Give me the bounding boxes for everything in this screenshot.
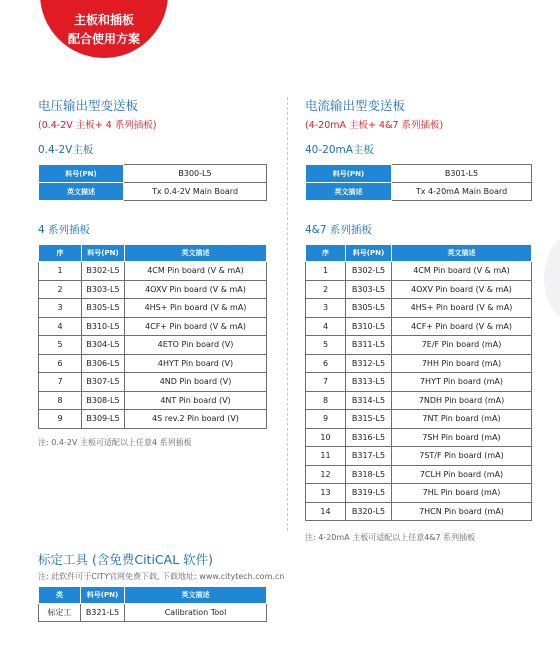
table-row [306,262,532,281]
table-row [39,165,267,183]
table-cell: B318-L5 [346,465,392,484]
table-cell: B317-L5 [346,447,392,466]
column-header: 料号(PN) [82,245,125,262]
table-row [39,410,267,429]
table-cell: B301-L5 [392,165,532,183]
table-row [306,183,532,201]
table-cell: 5 [39,336,82,355]
table-cell: 2 [39,280,82,299]
left-note: 注: 0.4-2V 主板可适配以上任意4 系列插板 [38,438,192,447]
table-row [306,465,532,484]
table-row [39,183,267,201]
table-cell: 7CLH Pin board (mA) [392,465,532,484]
table-row-label: 料号(PN) [39,165,124,183]
table-cell: 4CF+ Pin board (V & mA) [392,317,532,336]
calibration-title: 标定工具 (含免费CitiCAL 软件) [38,552,214,567]
table-cell: 7 [39,373,82,392]
table-cell: 7NDH Pin board (mA) [392,391,532,410]
table-row [306,299,532,318]
table-cell: 7HL Pin board (mA) [392,484,532,503]
table-row [39,354,267,373]
left-section-subtitle: (0.4-2V 主板+ 4 系列插板) [38,120,157,131]
column-header: 英文描述 [125,587,267,604]
table-cell: 5 [306,336,346,355]
table-cell: B303-L5 [82,280,125,299]
table-cell: B305-L5 [346,299,392,318]
table-row [306,336,532,355]
table-cell: 11 [306,447,346,466]
table-cell: 3 [39,299,82,318]
table-cell: 7HCN Pin board (mA) [392,502,532,521]
table-cell: 4HS+ Pin board (V & mA) [125,299,267,318]
right-note: 注: 4-20mA 主板可适配以上任意4&7 系列插板 [305,533,476,542]
table-cell: B304-L5 [82,336,125,355]
table-cell: 8 [306,391,346,410]
table-cell: B316-L5 [346,428,392,447]
table-header-row [39,245,267,262]
table-cell: 7 [306,373,346,392]
table-cell: 3 [306,299,346,318]
left-main-board-heading: 0.4-2V主板 [38,144,94,156]
table-row-label: 英文描述 [39,183,124,201]
table-cell: B310-L5 [82,317,125,336]
table-row [39,299,267,318]
table-cell: 6 [39,354,82,373]
table-cell: B314-L5 [346,391,392,410]
table-cell: 4S rev.2 Pin board (V) [125,410,267,429]
table-row [306,502,532,521]
table-cell: B305-L5 [82,299,125,318]
table-row [39,391,267,410]
table-cell: B313-L5 [346,373,392,392]
table-cell: Tx 4-20mA Main Board [392,183,532,201]
table-cell: B307-L5 [82,373,125,392]
column-header: 料号(PN) [346,245,392,262]
right-main-board-table [305,164,532,201]
table-cell: B310-L5 [346,317,392,336]
table-row [39,262,267,281]
table-row [306,165,532,183]
table-row [306,391,532,410]
table-cell: B300-L5 [124,165,267,183]
table-cell: 4CM Pin board (V & mA) [392,262,532,281]
column-header: 序 [39,245,82,262]
right-section-subtitle: (4-20mA 主板+ 4&7 系列插板) [305,120,444,131]
table-cell: B309-L5 [82,410,125,429]
column-header: 料号(PN) [81,587,125,604]
column-divider [287,97,288,531]
left-section-title: 电压输出型变送板 [38,98,139,113]
table-cell: 4OXV Pin board (V & mA) [125,280,267,299]
table-cell: 10 [306,428,346,447]
table-cell: 4HS+ Pin board (V & mA) [392,299,532,318]
table-row-label: 英文描述 [306,183,392,201]
table-row [306,280,532,299]
table-cell: B302-L5 [346,262,392,281]
table-row [39,604,267,622]
table-header-row [306,245,532,262]
table-cell: 13 [306,484,346,503]
table-cell: B321-L5 [81,604,125,622]
table-cell: 4ETO Pin board (V) [125,336,267,355]
table-cell: 4 [306,317,346,336]
table-cell: 7HYT Pin board (mA) [392,373,532,392]
table-cell: 7HH Pin board (mA) [392,354,532,373]
table-cell: 7SH Pin board (mA) [392,428,532,447]
table-cell: 2 [306,280,346,299]
column-header: 序 [306,245,346,262]
table-row [39,317,267,336]
right-pin-board-heading: 4&7 系列插板 [305,224,372,236]
left-pin-board-heading: 4 系列插板 [38,224,91,236]
right-section-title: 电流输出型变送板 [305,98,406,113]
table-row [306,373,532,392]
table-cell: Calibration Tool [125,604,267,622]
table-cell: B320-L5 [346,502,392,521]
table-row [306,317,532,336]
table-cell: B319-L5 [346,484,392,503]
table-header-row [39,587,267,604]
table-row [306,484,532,503]
table-cell: 9 [306,410,346,429]
table-cell: 14 [306,502,346,521]
table-cell: B303-L5 [346,280,392,299]
table-cell: 7E/F Pin board (mA) [392,336,532,355]
calibration-table [38,586,267,622]
column-header: 英文描述 [125,245,267,262]
table-cell: 8 [39,391,82,410]
table-cell: B311-L5 [346,336,392,355]
table-row [306,447,532,466]
table-row [39,280,267,299]
table-cell: 7NT Pin board (mA) [392,410,532,429]
table-row [306,354,532,373]
decorative-circle [544,235,560,321]
column-header: 英文描述 [392,245,532,262]
table-cell: 1 [306,262,346,281]
right-pin-board-table [305,244,532,521]
right-main-board-heading: 40-20mA主板 [305,144,374,156]
table-cell: 4OXV Pin board (V & mA) [392,280,532,299]
table-cell: 1 [39,262,82,281]
column-header: 类 [39,587,81,604]
table-cell: 4 [39,317,82,336]
table-row [39,373,267,392]
table-cell: 4HYT Pin board (V) [125,354,267,373]
table-row [39,336,267,355]
table-cell: 7ST/F Pin board (mA) [392,447,532,466]
table-cell: B312-L5 [346,354,392,373]
table-row [306,410,532,429]
table-cell: B308-L5 [82,391,125,410]
table-row [306,428,532,447]
table-cell: Tx 0.4-2V Main Board [124,183,267,201]
table-cell: 标定工 [39,604,81,622]
table-cell: B306-L5 [82,354,125,373]
table-cell: B315-L5 [346,410,392,429]
left-pin-board-table [38,244,267,429]
table-cell: 6 [306,354,346,373]
section-badge-label: 主板和插板 配合使用方案 [67,13,140,46]
table-cell: 9 [39,410,82,429]
table-row-label: 料号(PN) [306,165,392,183]
table-cell: 4NT Pin board (V) [125,391,267,410]
table-cell: 4CM Pin board (V & mA) [125,262,267,281]
table-cell: 4CF+ Pin board (V & mA) [125,317,267,336]
table-cell: 4ND Pin board (V) [125,373,267,392]
table-cell: 12 [306,465,346,484]
left-main-board-table [38,164,267,201]
calibration-note: 注: 此软件可于CITY官网免费下载, 下载地址: www.citytech.com.cn [38,572,285,581]
table-cell: B302-L5 [82,262,125,281]
